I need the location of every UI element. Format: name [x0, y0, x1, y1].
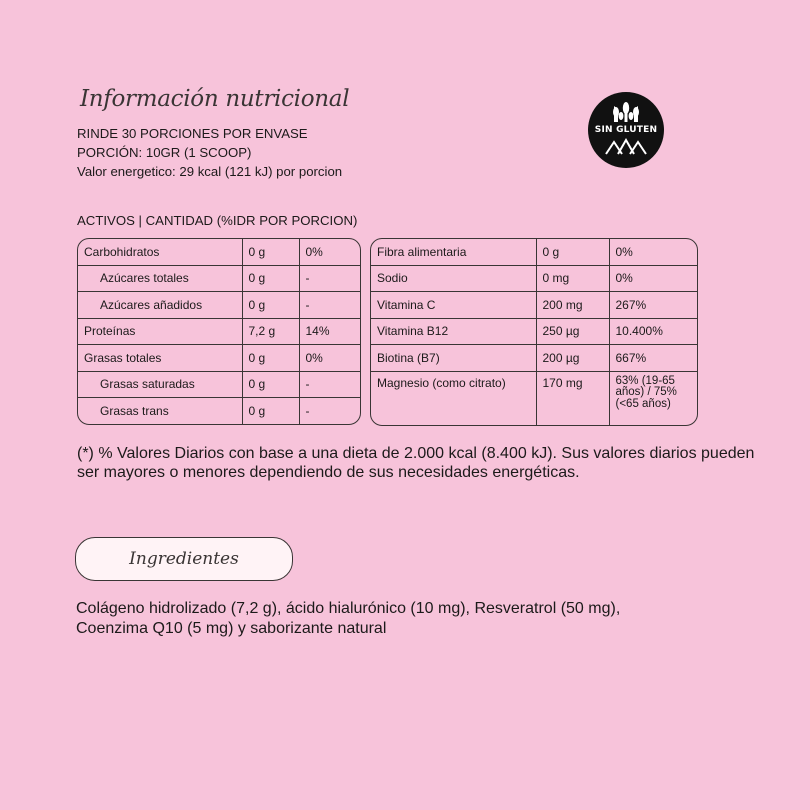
table-row: [371, 345, 697, 372]
nutrient-quantity: 0 g: [242, 265, 299, 292]
nutrient-name: Azúcares añadidos: [78, 292, 242, 319]
nutrition-table-right: [370, 238, 698, 426]
nutrient-percent: 0%: [609, 239, 697, 265]
nutrient-name: Grasas totales: [78, 345, 242, 372]
table-row: [78, 345, 360, 372]
nutrient-name: Proteínas: [78, 318, 242, 345]
nutrient-quantity: 0 g: [242, 239, 299, 265]
nutrient-quantity: 200 µg: [536, 345, 609, 372]
nutrient-percent: -: [299, 292, 360, 319]
badge-label: SIN GLUTEN: [594, 125, 658, 135]
nutrient-name: Magnesio (como citrato): [371, 371, 536, 426]
nutrient-quantity: 7,2 g: [242, 318, 299, 345]
nutrient-name: Azúcares totales: [78, 265, 242, 292]
table-row: [78, 371, 360, 398]
nutrient-quantity: 200 mg: [536, 292, 609, 319]
nutrient-percent: 10.400%: [609, 318, 697, 345]
nutrient-percent: -: [299, 371, 360, 398]
nutrient-name: Vitamina B12: [371, 318, 536, 345]
nutrient-name: Biotina (B7): [371, 345, 536, 372]
nutrient-quantity: 170 mg: [536, 371, 609, 426]
table-row: [371, 318, 697, 345]
table-row: [371, 265, 697, 292]
nutrient-quantity: 0 g: [536, 239, 609, 265]
nutrient-name: Grasas trans: [78, 398, 242, 424]
nutrient-percent: 667%: [609, 345, 697, 372]
daily-values-note: (*) % Valores Diarios con base a una dieta de 2.000 kcal (8.400 kJ). Sus valores diarios pueden ser mayores o menores dependiendo de sus necesidades energéticas.: [77, 445, 755, 481]
nutrient-percent: 267%: [609, 292, 697, 319]
table-row: [371, 239, 697, 265]
actives-header: ACTIVOS | CANTIDAD (%IDR POR PORCION): [77, 213, 358, 228]
servings-per-container: RINDE 30 PORCIONES POR ENVASE: [77, 126, 308, 141]
ingredients-pill: [75, 537, 293, 581]
nutrient-quantity: 0 g: [242, 345, 299, 372]
table-row: [78, 398, 360, 424]
serving-info: [77, 124, 342, 181]
nutrient-percent: -: [305, 403, 310, 418]
table-row: [371, 371, 697, 426]
table-row: [371, 292, 697, 319]
nutrient-quantity: 0 g: [242, 292, 299, 319]
nutrient-percent: 63% (19-65 años) / 75% (<65 años): [615, 374, 677, 410]
nutrient-quantity: 0 mg: [536, 265, 609, 292]
nutrient-name: Carbohidratos: [78, 239, 242, 265]
nutrient-percent: 14%: [299, 318, 360, 345]
nutrient-name: Grasas saturadas: [78, 371, 242, 398]
nutrient-quantity: 0 g: [242, 371, 299, 398]
nutrient-name: Vitamina C: [371, 292, 536, 319]
nutrient-percent: 0%: [609, 265, 697, 292]
table-row: [78, 239, 360, 265]
nutrient-name: Fibra alimentaria: [371, 239, 536, 265]
table-row: [78, 318, 360, 345]
gluten-free-badge: [588, 92, 664, 168]
energy-value: Valor energetico: 29 kcal (121 kJ) por porcion: [77, 164, 343, 179]
page-title: Información nutricional: [80, 86, 350, 112]
nutrient-percent: 0%: [299, 239, 360, 265]
nutrient-percent: 0%: [299, 345, 360, 372]
nutrient-percent: -: [299, 265, 360, 292]
serving-size: PORCIÓN: 10GR (1 SCOOP): [77, 145, 252, 160]
table-row: [78, 265, 360, 292]
nutrition-table-left: [77, 238, 361, 425]
ingredients-label: Ingredientes: [129, 549, 239, 569]
nutrient-name: Sodio: [371, 265, 536, 292]
nutrient-quantity: 250 µg: [536, 318, 609, 345]
ingredients-text: Colágeno hidrolizado (7,2 g), ácido hialurónico (10 mg), Resveratrol (50 mg), Coenzima Q10 (5 mg) y saborizante natural: [76, 600, 621, 637]
nutrient-quantity: 0 g: [242, 398, 299, 424]
table-row: [78, 292, 360, 319]
